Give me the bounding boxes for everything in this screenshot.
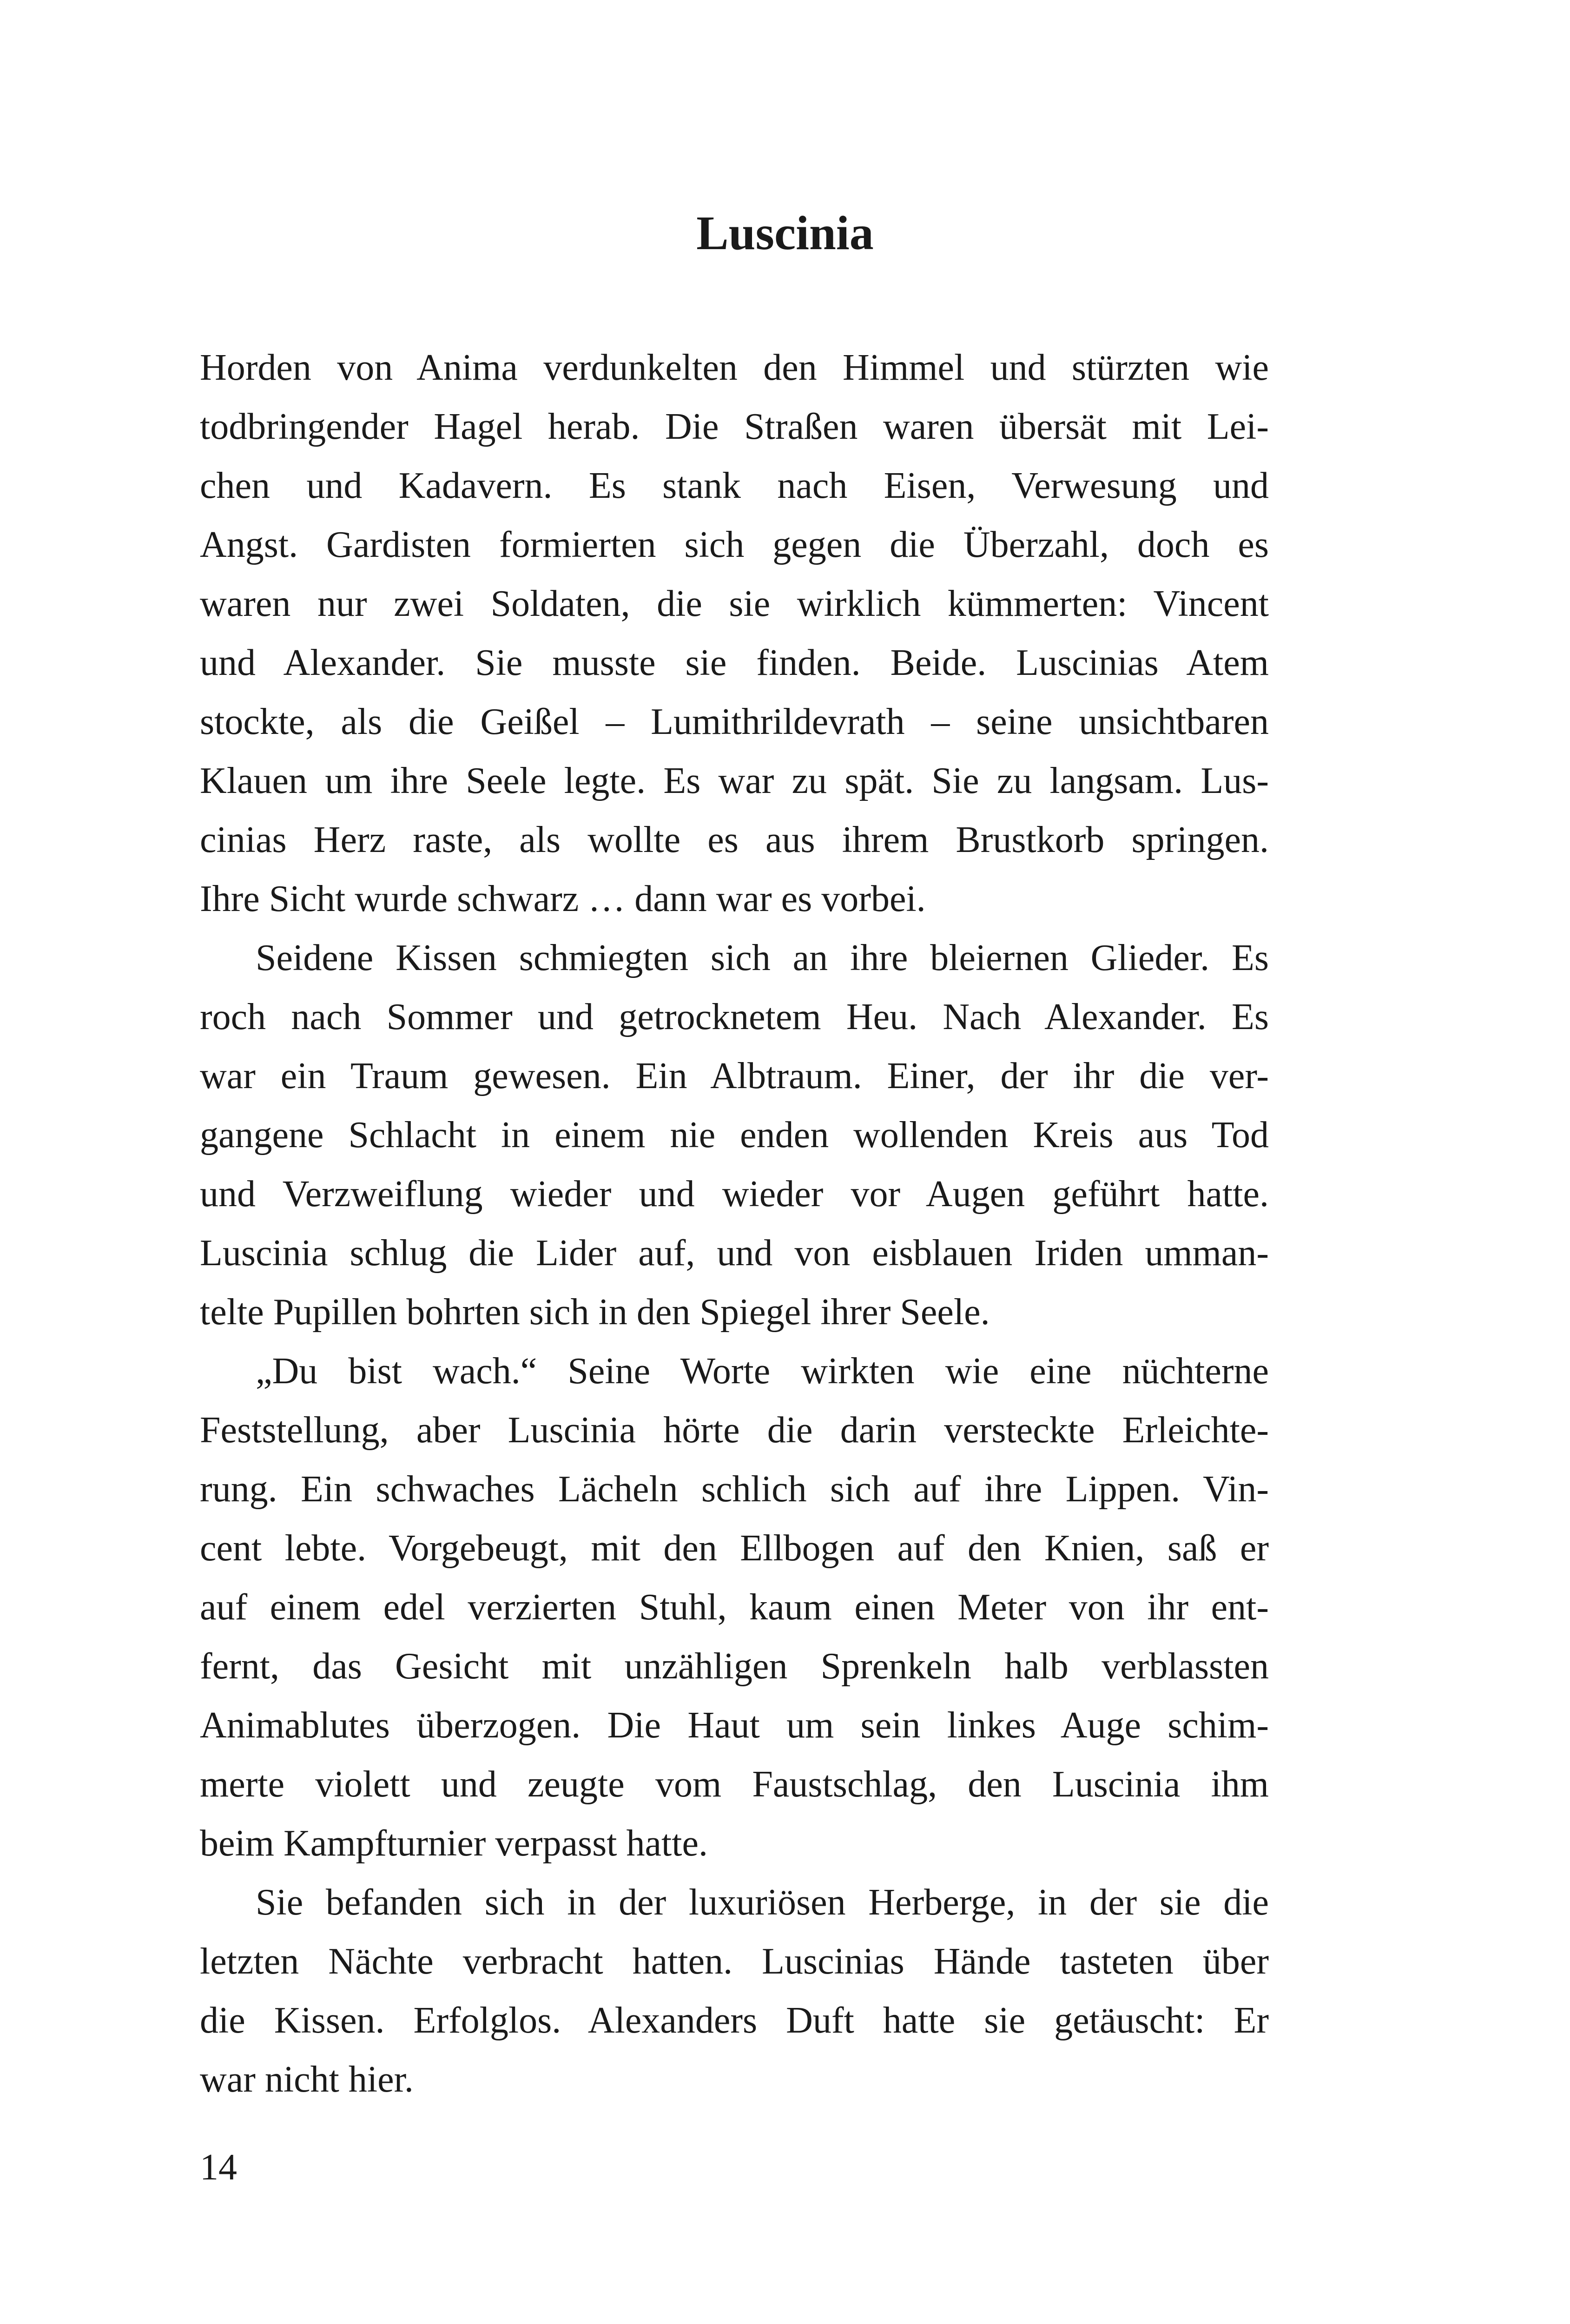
text-line: telte Pupillen bohrten sich in den Spiegel ihrer Seele. [200,1292,990,1333]
text-line: Klauen um ihre Seele legte. Es war zu spät. Sie zu langsam. Lus- [200,760,1269,801]
text-line: stockte, als die Geißel – Lumithrildevrath – seine unsichtbaren [200,701,1269,742]
text-line: Seidene Kissen schmiegten sich an ihre bleiernen Glieder. Es [256,938,1269,978]
text-line: Horden von Anima verdunkelten den Himmel und stürzten wie [200,347,1269,388]
text-line: auf einem edel verzierten Stuhl, kaum einen Meter von ihr ent- [200,1587,1269,1628]
text-line: und Alexander. Sie musste sie finden. Beide. Luscinias Atem [200,642,1269,683]
text-line: todbringender Hagel herab. Die Straßen waren übersät mit Lei- [200,406,1269,447]
text-line: war ein Traum gewesen. Ein Albtraum. Einer, der ihr die ver- [200,1056,1269,1096]
text-line: und Verzweiflung wieder und wieder vor Augen geführt hatte. [200,1174,1269,1215]
text-line: waren nur zwei Soldaten, die sie wirklich kümmerten: Vincent [200,583,1269,624]
text-line: war nicht hier. [200,2059,414,2100]
body-text [200,338,1269,2109]
text-line: „Du bist wach.“ Seine Worte wirkten wie eine nüchterne [256,1351,1269,1392]
text-line: rung. Ein schwaches Lächeln schlich sich auf ihre Lippen. Vin- [200,1469,1269,1510]
text-line: Sie befanden sich in der luxuriösen Herberge, in der sie die [256,1882,1269,1923]
text-line: die Kissen. Erfolglos. Alexanders Duft hatte sie getäuscht: Er [200,2000,1269,2041]
text-line: beim Kampfturnier verpasst hatte. [200,1823,708,1864]
text-line: roch nach Sommer und getrocknetem Heu. Nach Alexander. Es [200,997,1269,1037]
text-line: Ihre Sicht wurde schwarz … dann war es vorbei. [200,878,926,919]
text-line: Animablutes überzogen. Die Haut um sein linkes Auge schim- [200,1705,1269,1746]
text-line: fernt, das Gesicht mit unzähligen Sprenkeln halb verblassten [200,1646,1269,1687]
text-line: cent lebte. Vorgebeugt, mit den Ellbogen auf den Knien, saß er [200,1528,1269,1569]
text-line: Angst. Gardisten formierten sich gegen die Überzahl, doch es [200,524,1269,565]
text-line: chen und Kadavern. Es stank nach Eisen, Verwesung und [200,465,1269,506]
page-number: 14 [200,2147,237,2188]
text-line: Luscinia schlug die Lider auf, und von eisblauen Iriden umman- [200,1233,1269,1274]
text-line: cinias Herz raste, als wollte es aus ihrem Brustkorb springen. [200,819,1269,860]
chapter-title: Luscinia [696,206,874,260]
text-line: letzten Nächte verbracht hatten. Luscinias Hände tasteten über [200,1941,1269,1982]
text-line: gangene Schlacht in einem nie enden wollenden Kreis aus Tod [200,1115,1269,1155]
text-line: merte violett und zeugte vom Faustschlag, den Luscinia ihm [200,1764,1269,1805]
text-line: Feststellung, aber Luscinia hörte die darin versteckte Erleichte- [200,1410,1269,1451]
